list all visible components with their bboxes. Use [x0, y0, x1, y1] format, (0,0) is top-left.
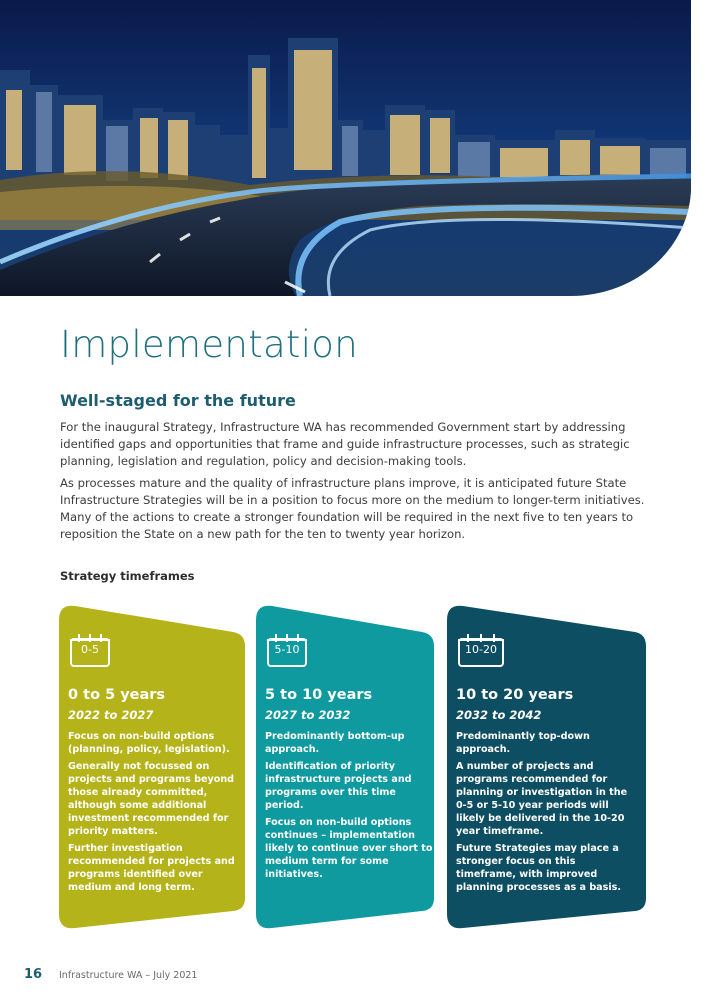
card-years: 2032 to 2042 — [456, 708, 542, 722]
card-point: Identification of priority infrastructure projects and programs over this time period. — [265, 761, 412, 811]
card-point: Focus on non-build options (planning, policy, legislation). — [68, 731, 230, 755]
card-point: Future Strategies may place a stronger focus on this timeframe, with improved planning processes as a basis. — [456, 843, 622, 893]
card-years: 2027 to 2032 — [265, 708, 351, 722]
card-point: Predominantly bottom-up approach. — [265, 731, 405, 755]
intro-paragraph: For the inaugural Strategy, Infrastructure WA has recommended Government start by addressing identified gaps and opportunities that frame and guide infrastructure processes, such as strategic planning, legislation and regulation, policy and decision-making tools. — [60, 420, 630, 468]
strategy-timeframes-label: Strategy timeframes — [60, 569, 195, 583]
calendar-icon — [267, 634, 307, 668]
body-paragraph: As processes mature and the quality of infrastructure plans improve, it is anticipated future State Infrastructure Strategies will be in a position to focus more on the medium to longer-term initiatives. Many of the actions to create a stronger foundation will be required in the next five to ten years to reposition the State on a new path for the ten to twenty year horizon. — [60, 476, 645, 541]
calendar-icon-label: 10-20 — [465, 643, 497, 656]
footer-text: Infrastructure WA – July 2021 — [59, 970, 198, 981]
card-title: 5 to 10 years — [265, 687, 373, 703]
card-point: Generally not focussed on projects and programs beyond those already committed, although some additional investment recommended for priority matters. — [68, 761, 235, 837]
card-points — [456, 730, 634, 898]
card-point: Focus on non-build options continues – implementation likely to continue over short to medium term for some initiatives. — [265, 817, 433, 880]
page-title: Implementation — [60, 323, 358, 366]
page-number: 16 — [24, 967, 43, 982]
calendar-icon-label: 5-10 — [274, 643, 300, 656]
timeframe-card-0-5 — [59, 604, 248, 930]
card-point: Further investigation recommended for projects and programs identified over medium and long term. — [68, 843, 235, 893]
timeframe-card-5-10 — [256, 604, 445, 930]
card-title: 10 to 20 years — [456, 687, 574, 703]
hero-image — [0, 0, 691, 296]
calendar-icon-label: 0-5 — [81, 643, 99, 656]
card-years: 2022 to 2027 — [68, 708, 154, 722]
section-subtitle: Well-staged for the future — [60, 391, 296, 410]
calendar-icon — [458, 634, 504, 668]
card-title: 0 to 5 years — [68, 687, 166, 703]
timeframe-card-10-20 — [447, 604, 636, 930]
card-point: A number of projects and programs recommended for planning or investigation in the 0-5 or 5-10 year periods will likely be delivered in the 10-20 year timeframe. — [456, 761, 628, 837]
city-highway-illustration — [0, 0, 691, 296]
calendar-icon — [70, 634, 110, 668]
card-points — [68, 730, 246, 898]
card-point: Predominantly top-down approach. — [456, 731, 590, 755]
card-points — [265, 730, 435, 885]
